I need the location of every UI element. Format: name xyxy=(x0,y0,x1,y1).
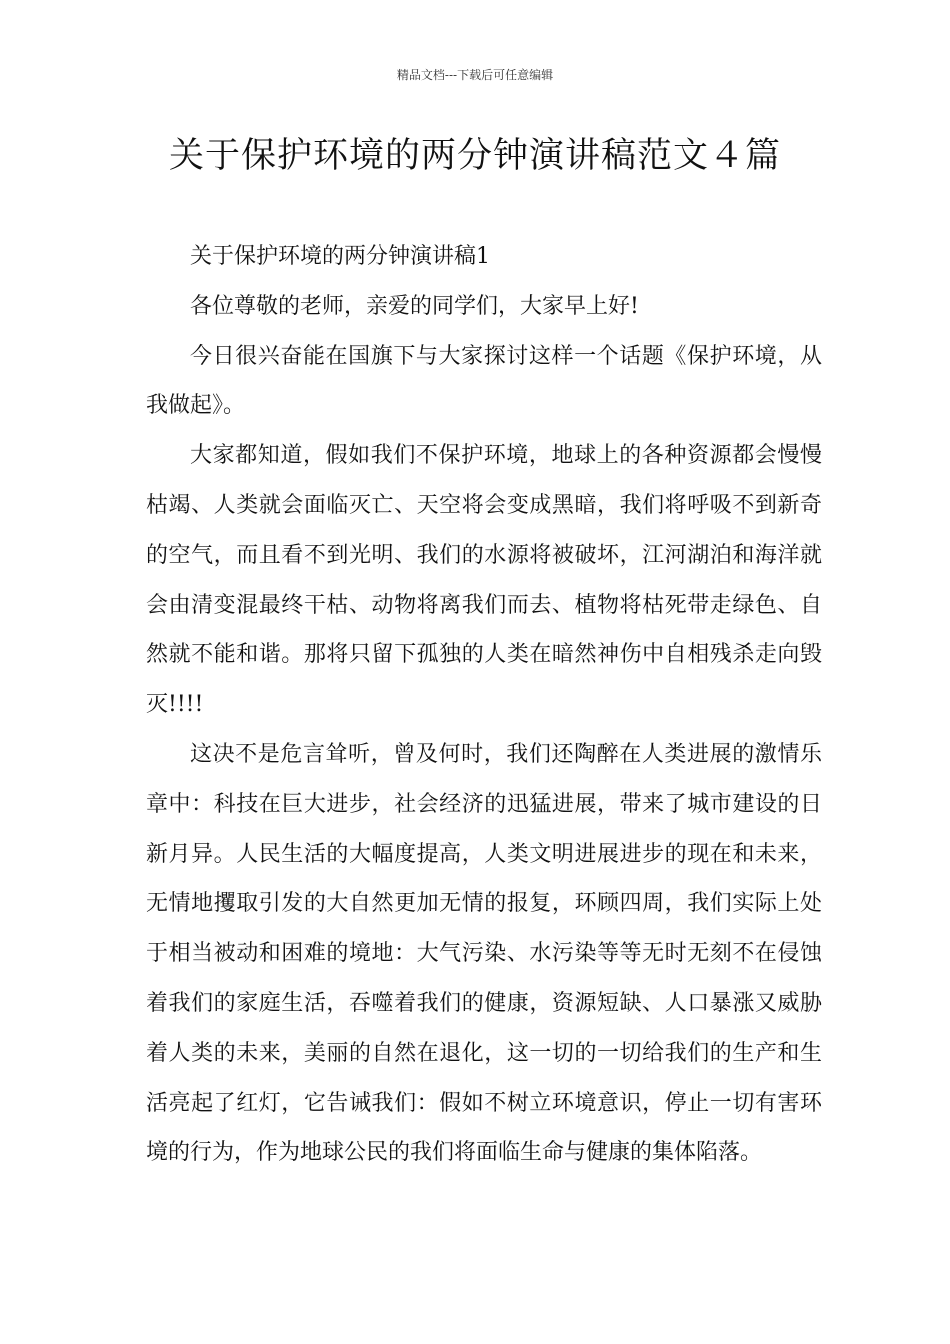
speech-heading: 关于保护环境的两分钟演讲稿1 xyxy=(190,244,490,269)
document-body xyxy=(146,232,822,1178)
body-paragraph: 这决不是危言耸听，曾及何时，我们还陶醉在人类进展的激情乐章中：科技在巨大进步，社会经济的迅猛进展，带来了城市建设的日新月异。人民生活的大幅度提高，人类文明进展进步的现在和未来，无情地攫取引发的大自然更加无情的报复，环顾四周，我们实际上处于相当被动和困难的境地：大气污染、水污染等等无时无刻不在侵蚀着我们的家庭生活，吞噬着我们的健康，资源短缺、人口暴涨又威胁着人类的未来，美丽的自然在退化，这一切的一切给我们的生产和生活亮起了红灯，它告诫我们：假如不树立环境意识，停止一切有害环境的行为，作为地球公民的我们将面临生命与健康的集体陷落。 xyxy=(146,741,822,1166)
document-title: 关于保护环境的两分钟演讲稿范文４篇 xyxy=(168,136,781,176)
greeting-paragraph: 各位尊敬的老师，亲爱的同学们，大家早上好! xyxy=(190,293,639,319)
intro-paragraph: 今日很兴奋能在国旗下与大家探讨这样一个话题《保护环境，从我做起》。 xyxy=(146,343,822,419)
header-note: 精品文档---下载后可任意编辑 xyxy=(396,68,554,82)
body-paragraph: 大家都知道，假如我们不保护环境，地球上的各种资源都会慢慢枯竭、人类就会面临灭亡、天空将会变成黑暗，我们将呼吸不到新奇的空气，而且看不到光明、我们的水源将被破坏，江河湖泊和海洋就会由清变混最终干枯、动物将离我们而去、植物将枯死带走绿色、自然就不能和谐。那将只留下孤独的人类在暗然神伤中自相残杀走向毁灭!!!! xyxy=(146,443,822,718)
